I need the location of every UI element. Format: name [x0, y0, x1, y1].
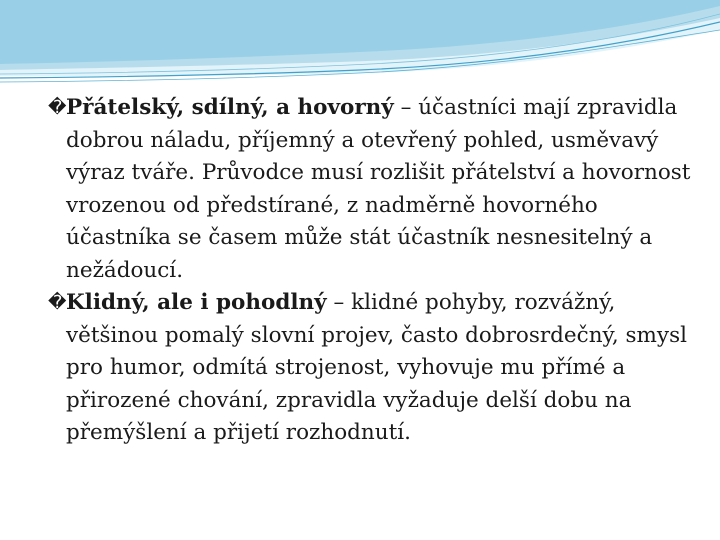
- bullet-text: – klidné pohyby, rozvážný, většinou pomalý slovní projev, často dobrosrdečný, smysl pro humor, odmítá strojenost, vyhovuje mu přímé a přirozené chování, zpravidla vyžaduje delší dobu na přemýšlení a přijetí rozhodnutí.: [66, 290, 687, 445]
- bullet-marker-glyph: �: [48, 292, 67, 313]
- bullet-lead: Přátelský, sdílný, a hovorný: [66, 95, 394, 120]
- bullet-marker-glyph: �: [48, 97, 67, 118]
- slide-body: [48, 92, 698, 450]
- bullet-lead: Klidný, ale i pohodlný: [66, 290, 327, 315]
- bullet-item-calm: [48, 287, 698, 450]
- bullet-text: – účastníci mají zpravidla dobrou náladu, příjemný a otevřený pohled, usměvavý výraz tváře. Průvodce musí rozlišit přátelství a hovornost vrozenou od předstírané, z nadměrně hovorného účastníka se časem může stát účastník nesnesitelný a nežádoucí.: [66, 95, 691, 283]
- bullet-item-friendly: [48, 92, 698, 287]
- header-wave-decoration: [0, 0, 720, 90]
